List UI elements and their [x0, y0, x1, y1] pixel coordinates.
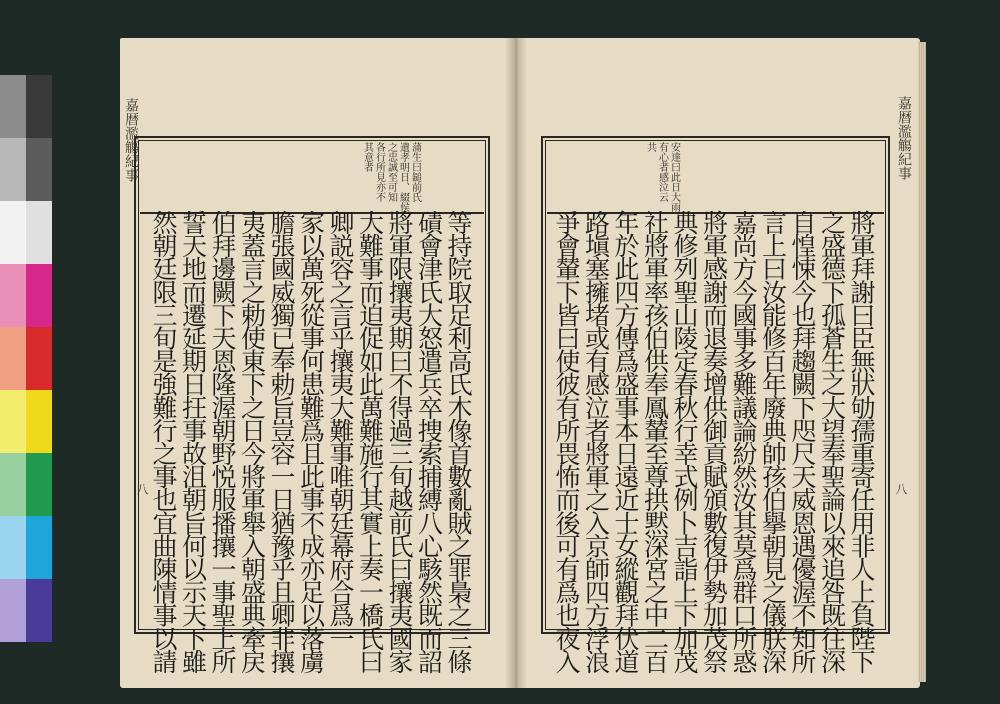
text-column: 卿説容之言乎攘夷大難事唯朝廷幕府合爲一	[326, 210, 355, 649]
calibration-swatch	[0, 516, 52, 579]
text-column: 夷蓋言之勅使東下之日今將軍舉入朝盛典牽戻	[237, 210, 267, 673]
head-note-line: 遺孝明日、綴侯	[397, 142, 409, 212]
head-note-line: 安達曰此日大雨	[668, 142, 680, 212]
text-column: 然朝廷限三旬是強難行之事也宜曲陳情事以請	[149, 210, 178, 673]
text-column: 將軍限攘夷期曰不得過三旬越前氏曰攘夷國家	[385, 210, 414, 673]
text-column: 等持院取足利高氏木像首數亂賊之罪梟之三條	[444, 210, 473, 673]
text-column: 年於此四方傳爲盛事本日遠近士女縱觀拜伏道	[611, 210, 640, 673]
right-head-note-area	[547, 142, 884, 214]
left-head-note-area	[140, 142, 484, 214]
book-gutter	[505, 38, 527, 688]
text-column: 將軍拜謝曰臣無狀劬孺重寄任用非人上負陛下	[847, 210, 876, 673]
head-note-line: 共	[644, 142, 656, 152]
calibration-swatch	[0, 579, 52, 642]
calibration-swatch	[0, 75, 52, 138]
text-column: 伯拜邊闕下天恩隆渥朝野悦服播攘一事聖上所	[208, 210, 237, 673]
text-column: 典修列聖山陵定春秋行幸式例卜吉詣上下加茂	[670, 210, 699, 673]
head-note-line: 有心者感泣云	[656, 142, 668, 202]
left-page	[120, 38, 515, 688]
text-column: 言上曰汝能修百年廢典帥孩伯擧朝見之儀朕深	[758, 210, 788, 673]
calibration-swatch	[0, 201, 52, 264]
head-note-line: 蒲生曰鎚前氏	[409, 142, 421, 202]
calibration-swatch	[0, 138, 52, 201]
open-book	[120, 38, 920, 688]
text-column: 磧會津氏大怒遣兵卒捜索捕縛八心駭然既而詔	[414, 210, 444, 673]
text-column: 家以萬死從事何患難爲且此事不成亦足以落虜	[296, 210, 326, 673]
text-column: 膽張國威獨已奉勅旨豈容一日猶豫乎且卿非攘	[267, 210, 296, 673]
text-column: 自惶悚今也拜趨闕下咫尺天威恩遇優渥不知所	[788, 210, 817, 673]
text-column: 大難事而迫促如此萬難施行其實上奏一橋氏曰	[355, 210, 385, 673]
calibration-swatch	[0, 327, 52, 390]
right-folio: 八	[894, 483, 908, 495]
calibration-swatch	[0, 390, 52, 453]
head-note-line: 之忠誠至可知	[385, 142, 397, 202]
right-page	[515, 38, 920, 688]
left-spine-title: 嘉暦濫觴紀事	[123, 98, 139, 182]
page-edge	[918, 42, 926, 682]
calibration-swatch	[0, 264, 52, 327]
left-folio: 八	[135, 483, 149, 495]
text-column: 誓天地而遷延期日抂事故沮朝旨何以示天下雖	[178, 210, 208, 673]
right-spine-title: 嘉暦濫觴紀事	[896, 96, 912, 180]
text-column: 嘉尚方今國事多難議論紛然汝其莫爲群口所惑	[729, 210, 758, 673]
text-column: 路塡塞擁堵或有感泣者將軍之入京師四方浮浪	[581, 210, 611, 673]
text-column: 之盛德下孤蒼生之大望奉聖論以來追咎既往深	[817, 210, 847, 673]
text-column: 社將軍率孩伯供奉鳳輦至尊拱黙深宮之中二百	[640, 210, 670, 673]
color-calibration-strip	[0, 75, 52, 645]
head-note-line: 各行所見亦不	[373, 142, 385, 202]
calibration-swatch	[0, 453, 52, 516]
head-note-line: 其意者	[361, 142, 373, 172]
text-column: 爭會輦下皆曰使彼有所畏怖而後可有爲也夜入	[552, 210, 581, 673]
text-column: 將軍感謝而退奏增供御貢賦頒數復伊勢加茂祭	[699, 210, 729, 673]
